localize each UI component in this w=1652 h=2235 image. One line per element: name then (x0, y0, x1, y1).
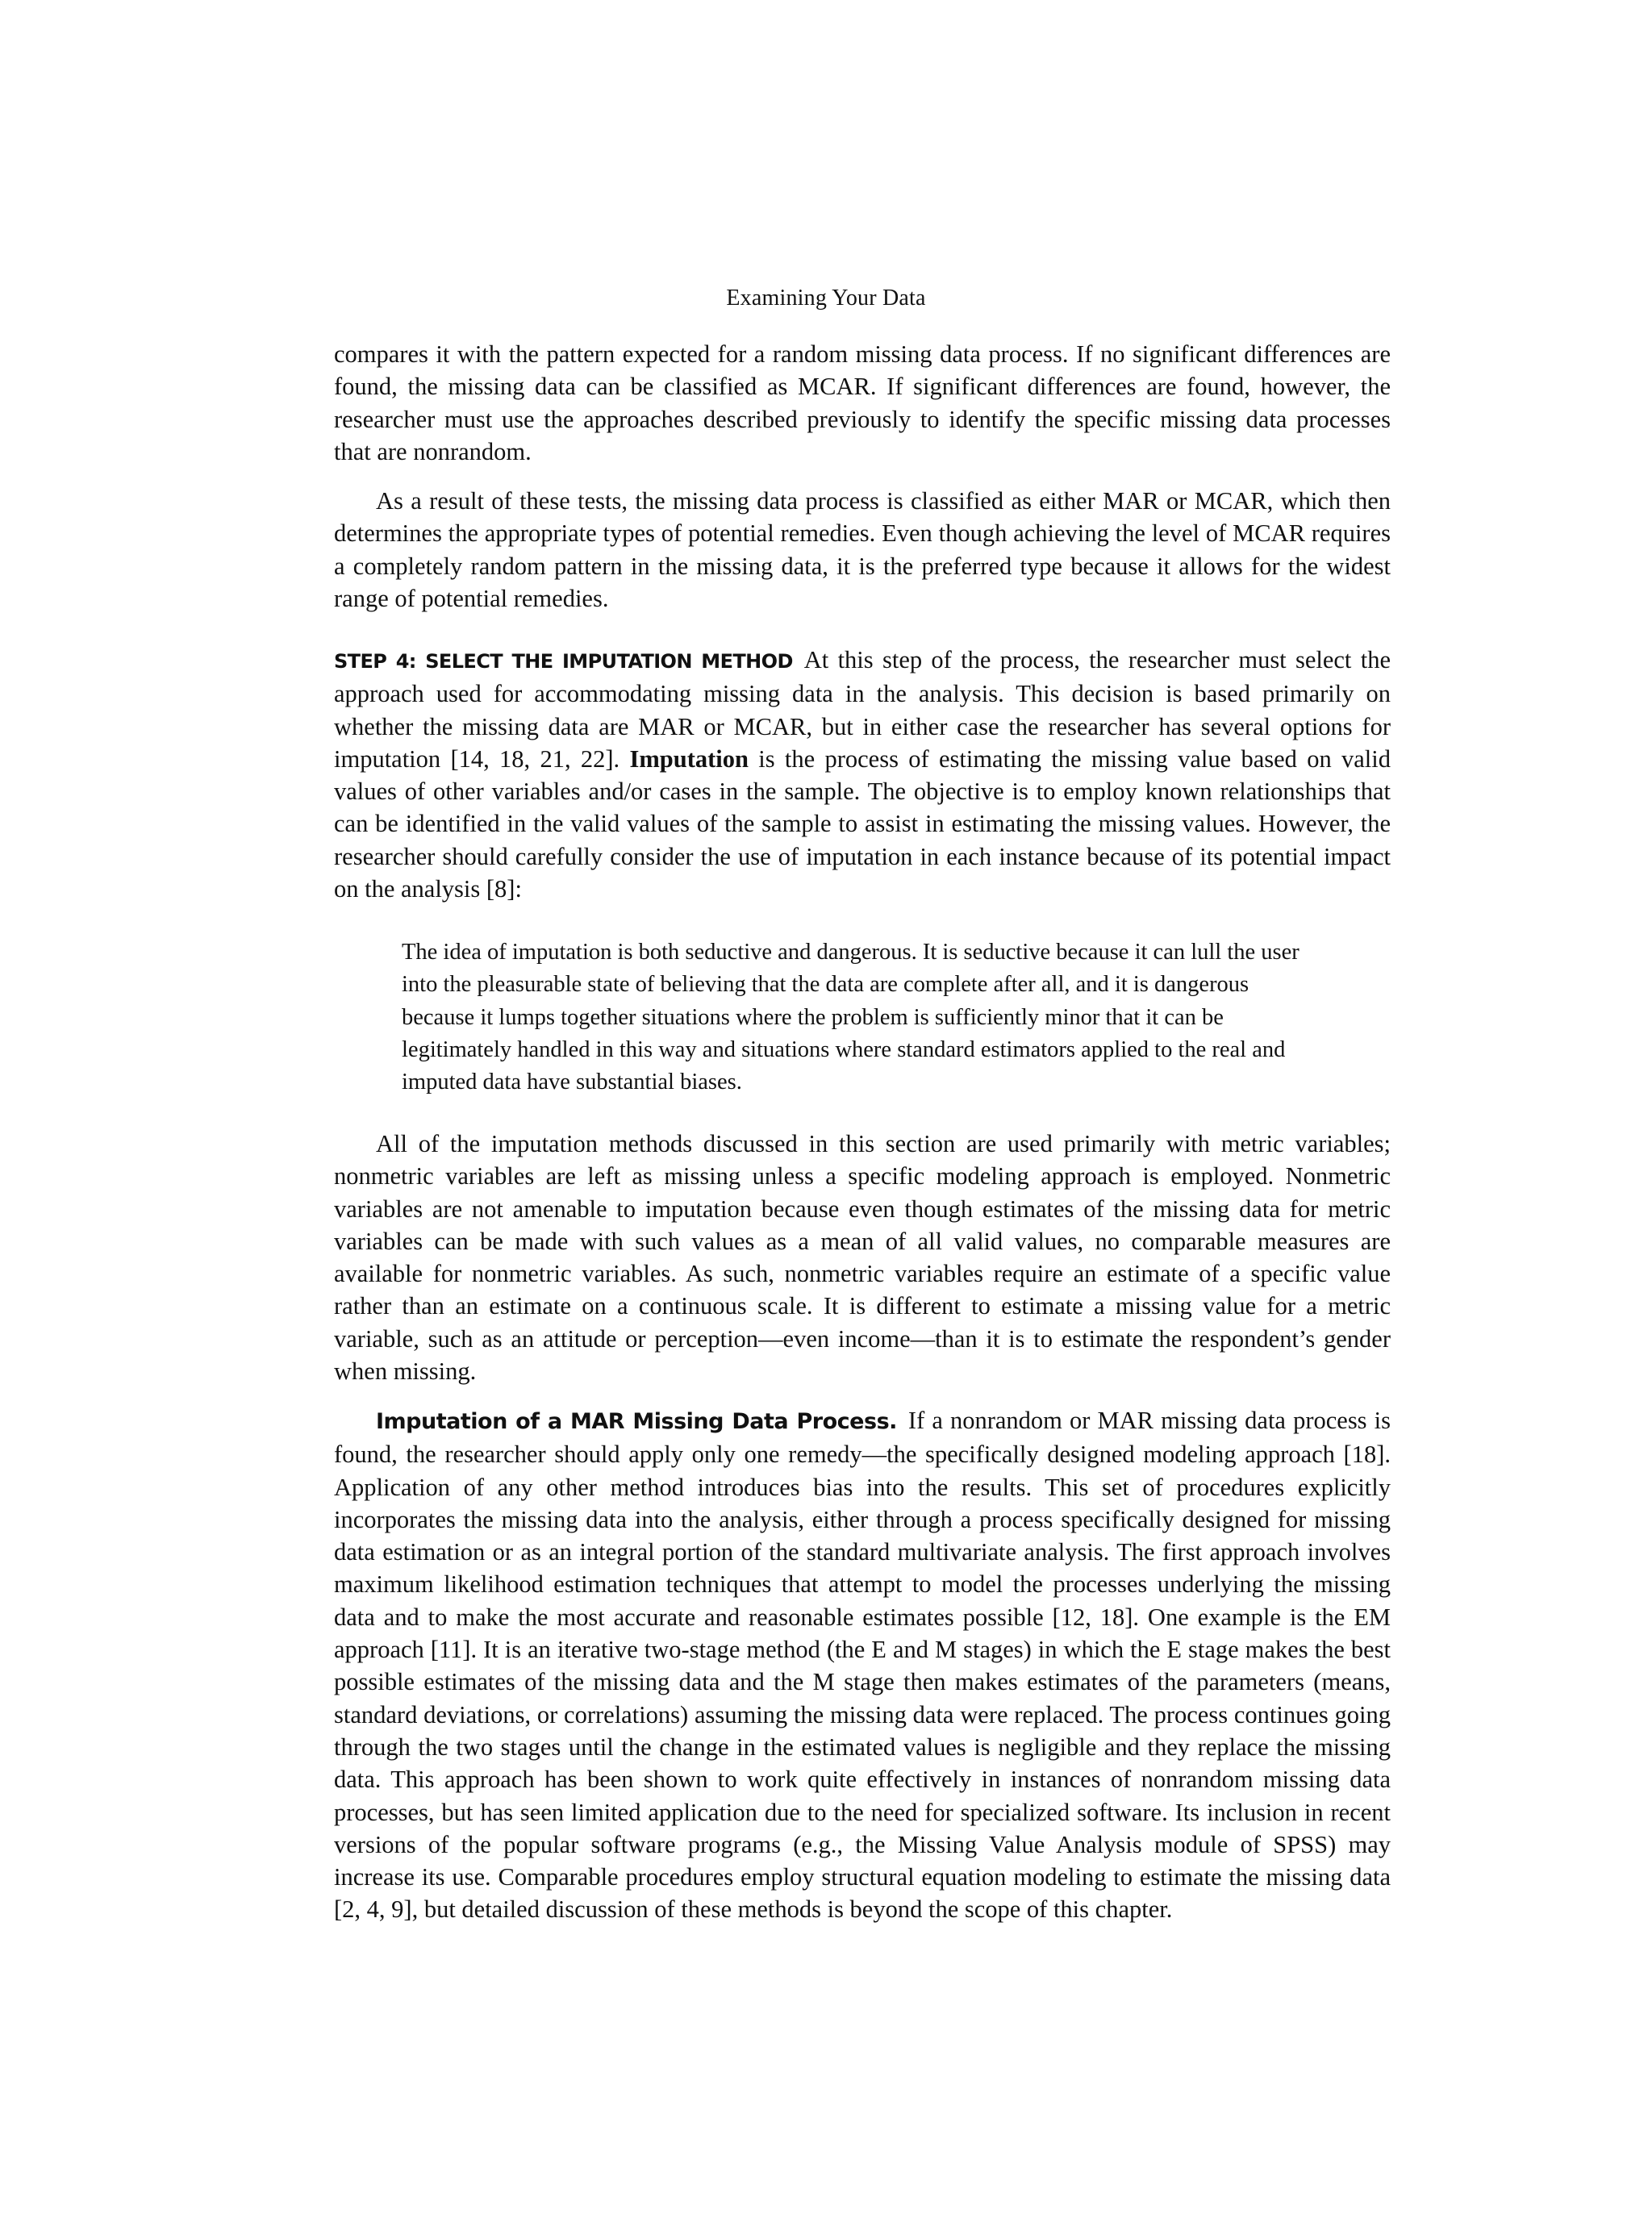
result-paragraph (334, 485, 1391, 615)
block-quote-text: The idea of imputation is both seductive and dangerous. It is seductive because it can lull the user into the pleasurable state of believing that the data are complete after all, and it is dangerous because it lumps together situations where the problem is sufficiently minor that it can be legitimately handled in this way and situations where standard estimators applied to the real and imputed data have substantial biases. (402, 940, 1299, 1095)
continuation-paragraph (334, 338, 1391, 468)
mar-section-text: If a nonrandom or MAR missing data process is found, the researcher should apply only one remedy—the specifically designed modeling approach [18]. Application of any other method introduces bias into the results. This set of procedures explicitly incorporates the missing data into the analysis, either through a process specifically designed for missing data estimation or as an integral portion of the standard multivariate analysis. The first approach involves maximum likelihood estimation techniques that attempt to model the processes underlying the missing data and to make the most accurate and reasonable estimates possible [12, 18]. One example is the EM approach [11]. It is an iterative two-stage method (the E and M stages) in which the E stage makes the best possible estimates of the missing data and the M stage then makes estimates of the parameters (means, standard deviations, or correlations) assuming the missing data were replaced. The process continues going through the two stages until the change in the estimated values is negligible and they replace the missing data. This approach has been shown to work quite effectively in instances of nonrandom missing data processes, but has seen limited application due to the need for specialized software. Its inclusion in recent versions of the popular software programs (e.g., the Missing Value Analysis module of SPSS) may increase its use. Comparable procedures employ structural equation modeling to estimate the missing data [2, 4, 9], but detailed discussion of these methods is beyond the scope of this chapter. (334, 1407, 1391, 1924)
step4-heading: STEP 4: SELECT THE IMPUTATION METHOD (334, 650, 793, 673)
continuation-paragraph-text: compares it with the pattern expected for a random missing data process. If no significant differences are found, the missing data can be classified as MCAR. If significant differences are found, however, the researcher must use the approaches described previously to identify the specific missing data processes that are nonrandom. (334, 340, 1391, 465)
result-paragraph-text: As a result of these tests, the missing data process is classified as either MAR or MCAR, which then determines the appropriate types of potential remedies. Even though achieving the level of MCAR requires a completely random pattern in the missing data, it is the preferred type because it allows for the widest range of potential remedies. (334, 487, 1391, 612)
mar-section-paragraph (334, 1404, 1391, 1926)
methods-paragraph (334, 1128, 1391, 1387)
methods-paragraph-text: All of the imputation methods discussed in this section are used primarily with metric variables; nonmetric variables are left as missing unless a specific modeling approach is employed. Nonmetric variables are not amenable to imputation because even though estimates of the missing data for metric variables can be made with such values as a mean of all valid values, no comparable measures are available for nonmetric variables. As such, nonmetric variables require an estimate of a specific value rather than an estimate on a continuous scale. It is different to estimate a missing value for a metric variable, such as an attitude or perception—even income—than it is to estimate the respondent’s gender when missing. (334, 1130, 1391, 1386)
step4-text-after-term: is the process of estimating the missing value based on valid values of other variables and/or cases in the sample. The objective is to employ known relationships that can be identified in the valid values of the sample to assist in estimating the missing values. However, the researcher should carefully consider the use of imputation in each instance because of its potential impact on the analysis [8]: (334, 744, 1391, 903)
block-quote (402, 936, 1320, 1099)
mar-section-heading: Imputation of a MAR Missing Data Process. (376, 1409, 897, 1434)
step4-text-before-term: At this step of the process, the researcher must select the approach used for accommodating missing data in the analysis. This decision is based primarily on whether the missing data are MAR or MCAR, but in either case the researcher has several options for imputation [14, 18, 21, 22]. (334, 646, 1391, 773)
step4-paragraph (334, 644, 1391, 905)
imputation-term: Imputation (629, 744, 749, 773)
running-head: Examining Your Data (726, 286, 926, 311)
